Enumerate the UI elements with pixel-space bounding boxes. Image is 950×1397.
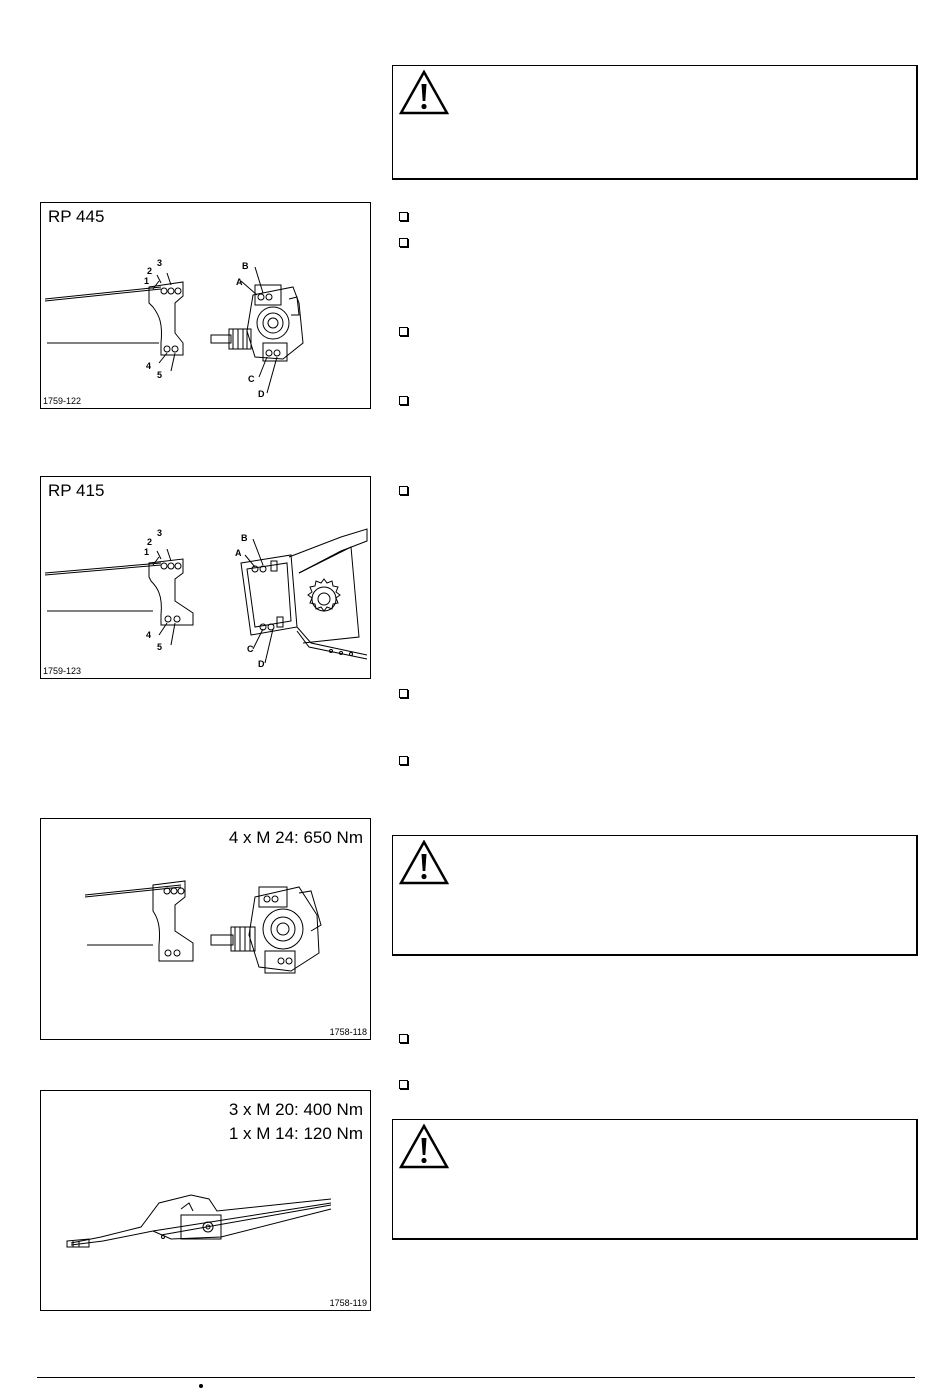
warning-triangle-icon: [399, 1124, 449, 1170]
clamp-label-b: B: [241, 533, 248, 543]
figure-torque-m20-m14: [40, 1090, 371, 1311]
clamp-label-c: C: [247, 644, 254, 654]
warning-triangle-icon: [399, 840, 449, 886]
hole-label-2: 2: [147, 266, 153, 276]
checkbox-bullet-icon: [399, 486, 408, 495]
warning-box-1: [392, 65, 918, 180]
torque-line-1: 3 x M 20: 400 Nm: [228, 1100, 363, 1119]
hole-label-1: 1: [144, 547, 150, 557]
clamp-label-b: B: [242, 261, 249, 271]
frame-and-gearbox-drawing: [41, 819, 371, 1040]
checkbox-bullet-icon: [399, 212, 408, 221]
torque-line-1: 4 x M 24: 650 Nm: [228, 828, 363, 847]
footer-dot: [199, 1384, 203, 1388]
figure-code: 1758-118: [329, 1027, 367, 1037]
frame-and-gearbox-drawing: [41, 477, 371, 679]
clamp-label-d: D: [258, 659, 265, 669]
clamp-label-a: A: [236, 277, 243, 287]
checkbox-bullet-icon: [399, 327, 408, 336]
checkbox-bullet-icon: [399, 1034, 408, 1043]
hole-label-5: 5: [157, 370, 163, 380]
hole-label-4: 4: [146, 630, 152, 640]
clamp-label-c: C: [248, 374, 255, 384]
hole-label-5: 5: [157, 642, 163, 652]
clamp-label-d: D: [258, 389, 265, 399]
checkbox-bullet-icon: [399, 756, 408, 765]
hole-label-2: 2: [147, 537, 153, 547]
figure-title: RP 415: [48, 481, 105, 500]
figure-rp415: [40, 476, 371, 679]
checkbox-bullet-icon: [399, 689, 408, 698]
hole-label-4: 4: [146, 361, 152, 371]
hole-label-3: 3: [157, 258, 163, 268]
footer-rule: [37, 1377, 915, 1378]
hole-label-3: 3: [157, 528, 163, 538]
drawbar-drawing: [41, 1091, 371, 1311]
frame-and-gearbox-drawing: [41, 203, 371, 409]
clamp-label-a: A: [235, 548, 242, 558]
warning-box-2: [392, 835, 918, 956]
figure-code: 1758-119: [329, 1298, 367, 1308]
figure-title: RP 445: [48, 207, 105, 226]
checkbox-bullet-icon: [399, 1080, 408, 1089]
figure-code: 1759-122: [43, 396, 82, 406]
checkbox-bullet-icon: [399, 238, 408, 247]
torque-line-2: 1 x M 14: 120 Nm: [228, 1124, 363, 1143]
figure-code: 1759-123: [43, 666, 82, 676]
warning-triangle-icon: [399, 70, 449, 116]
warning-box-3: [392, 1119, 918, 1240]
checkbox-bullet-icon: [399, 396, 408, 405]
figure-rp445: [40, 202, 371, 409]
hole-label-1: 1: [144, 276, 150, 286]
figure-torque-m24: [40, 818, 371, 1040]
